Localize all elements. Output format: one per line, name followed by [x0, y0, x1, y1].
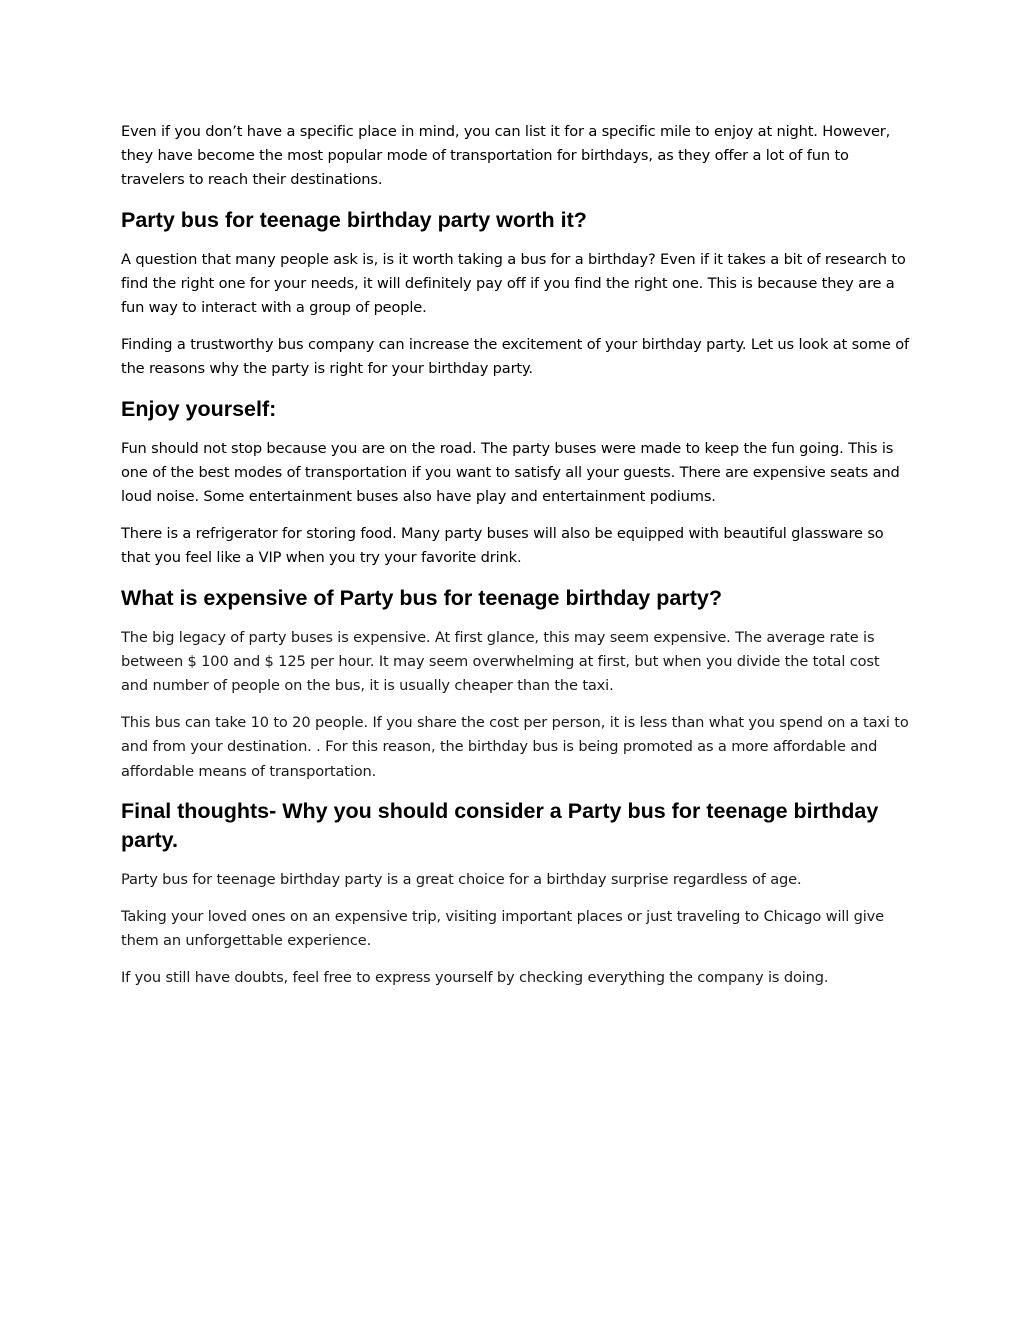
- heading-enjoy-yourself: Enjoy yourself:: [121, 396, 277, 421]
- final-paragraph-3: If you still have doubts, feel free to express yourself by checking everything the company is doing.: [121, 969, 829, 987]
- expensive-paragraph-1: The big legacy of party buses is expensive. At first glance, this may seem expensive. The average rate is between $ 100 and $ 125 per hour. It may seem overwhelming at first, but when you divide the total cost and number of people on the bus, it is usually cheaper than the taxi.: [121, 628, 880, 695]
- document-page: [121, 120, 909, 1004]
- worth-it-paragraph-1: A question that many people ask is, is it worth taking a bus for a birthday? Even if it takes a bit of research to find the right one for your needs, it will definitely pay off if you find the right one. This is because they are a fun way to interact with a group of people.: [121, 250, 906, 317]
- heading-expensive: What is expensive of Party bus for teenage birthday party?: [121, 585, 722, 610]
- expensive-paragraph-2: This bus can take 10 to 20 people. If you share the cost per person, it is less than what you spend on a taxi to and from your destination. . For this reason, the birthday bus is being promoted as a more affordable and affordable means of transportation.: [121, 714, 909, 780]
- heading-worth-it: Party bus for teenage birthday party worth it?: [121, 207, 587, 232]
- intro-paragraph: Even if you don’t have a specific place in mind, you can list it for a specific mile to enjoy at night. However, they have become the most popular mode of transportation for birthdays, as they offer a lot of fun to travelers to reach their destinations.: [121, 123, 891, 189]
- enjoy-paragraph-2: There is a refrigerator for storing food. Many party buses will also be equipped with beautiful glassware so that you feel like a VIP when you try your favorite drink.: [121, 525, 884, 567]
- heading-final-thoughts: Final thoughts- Why you should consider a Party bus for teenage birthday party.: [121, 798, 879, 852]
- enjoy-paragraph-1: Fun should not stop because you are on the road. The party buses were made to keep the fun going. This is one of the best modes of transportation if you want to satisfy all your guests. There are expensive seats and loud noise. Some entertainment buses also have play and entertainment podiums.: [121, 439, 900, 506]
- final-paragraph-2: Taking your loved ones on an expensive trip, visiting important places or just traveling to Chicago will give them an unforgettable experience.: [121, 908, 884, 950]
- worth-it-paragraph-2: Finding a trustworthy bus company can increase the excitement of your birthday party. Let us look at some of the reasons why the party is right for your birthday party.: [121, 336, 909, 378]
- final-paragraph-1: Party bus for teenage birthday party is a great choice for a birthday surprise regardless of age.: [121, 870, 802, 888]
